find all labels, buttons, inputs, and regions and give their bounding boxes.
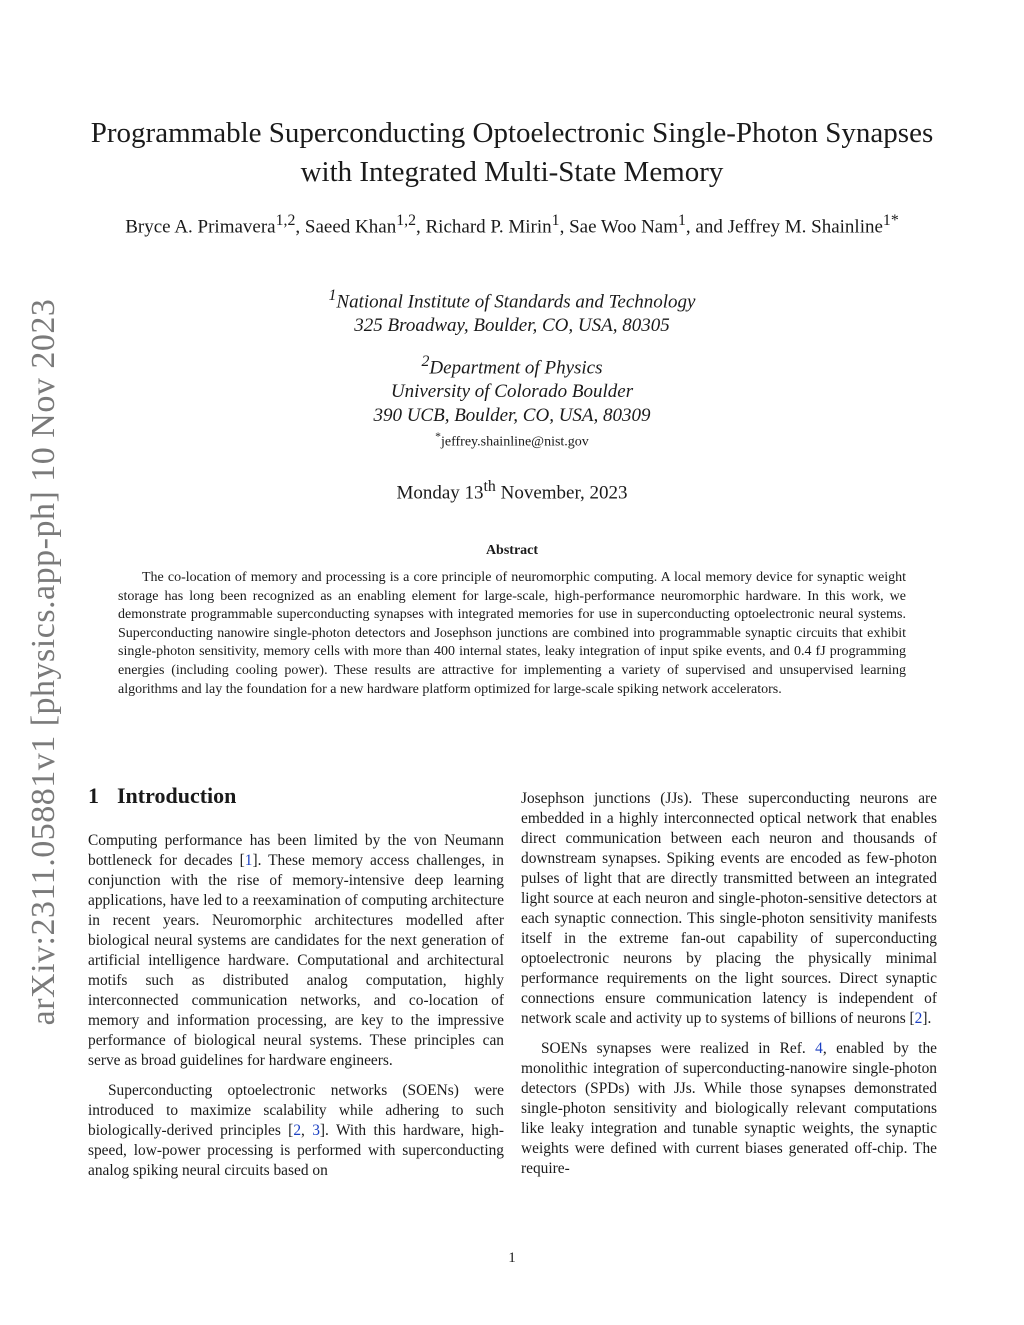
paper-title [80, 114, 944, 192]
abstract-text: The co-location of memory and processing is a core principle of neuromorphic computing. A local memory device for synaptic weight storage has long been recognized as an enabling element for large-scale, high-performance neuromorphic hardware. In this work, we demonstrate programmable superconducting synapses with integrated memories for use in superconducting optoelectronic neural systems. Superconducting nanowire single-photon detectors and Josephson junctions are combined into programmable synaptic circuits that exhibit single-photon sensitivity, memory cells with more than 400 internal states, leaky integration of input spike events, and 0.4 fJ programming energies (including cooling power). These results are attractive for implementing a variety of supervised and unsupervised learning algorithms and lay the foundation for a new hardware platform optimized for large-scale spiking network accelerators. [118, 570, 906, 697]
page-number: 1 [508, 1250, 516, 1266]
date-prefix: Monday 13 [396, 482, 484, 504]
body-text: Computing performance has been limited by the von Neumann bottleneck for decades [ [88, 832, 504, 869]
section-title: Introduction [117, 783, 237, 808]
section-heading [88, 783, 504, 809]
paper-date [300, 478, 724, 504]
affiliation-line: National Institute of Standards and Technology [336, 291, 696, 313]
body-paragraph [521, 1039, 937, 1179]
author-affil-sup: 1 [551, 212, 560, 229]
body-paragraph [521, 789, 937, 1029]
body-paragraph [88, 1081, 504, 1181]
author-name: Bryce A. Primavera [125, 216, 276, 238]
citation-link[interactable]: 2 [914, 1010, 923, 1027]
body-paragraph [88, 831, 504, 1071]
right-column [521, 789, 937, 1179]
citation-link[interactable]: 3 [312, 1122, 320, 1139]
author-affil-sup: 1,2 [396, 212, 416, 229]
left-column [88, 783, 504, 1181]
affiliation-sup: 2 [421, 353, 430, 370]
date-suffix: November, 2023 [495, 482, 628, 504]
author-name: , Sae Woo Nam [559, 216, 678, 238]
affiliation-line: Department of Physics [429, 357, 603, 379]
body-text: ]. These memory access challenges, in conjunction with the rise of memory-intensive deep learning applications, have led to a reexamination of computing architecture in recent years. Neuromorphic architectures modelled after biological neural systems are candidates for the next generation of artificial intelligence hardware. Computational and architectural motifs such as distributed analog computation, highly interconnected communication networks, and co-location of memory and information processing, are key to the impressive performance of biological neural systems. These principles can serve as broad guidelines for hardware engineers. [88, 852, 504, 1069]
paper-title-line-1: Programmable Superconducting Optoelectronic Single-Photon Synapses [90, 117, 934, 149]
citation-link[interactable]: 1 [244, 852, 253, 869]
affiliation-sup: 1 [328, 287, 337, 304]
affiliation-line: University of Colorado Boulder [390, 381, 634, 403]
author-affil-sup: 1* [882, 212, 899, 229]
body-text: Superconducting optoelectronic networks (SOENs) were introduced to maximize scalability while adhering to such biologically-derived principles [ [88, 1082, 504, 1139]
abstract-heading: Abstract [485, 543, 539, 558]
body-text: Josephson junctions (JJs). These superconducting neurons are embedded in a highly interconnected optical network that enables direct communication between each neuron and thousands of downstream synapses. Spiking events are encoded as few-photon pulses of light that are directly transmitted between an integrated light source at each neuron and single-photon-sensitive detectors at each synaptic connection. This single-photon sensitivity manifests itself in the extreme fan-out capability of superconducting optoelectronic neurons by placing the physically minimal performance requirements on the light sources. Direct synaptic connections ensure communication latency is independent of network scale and activity up to systems of billions of neurons [ [521, 790, 937, 1027]
corresponding-email [300, 430, 724, 451]
email-address: jeffrey.shainline@nist.gov [441, 434, 589, 450]
author-affil-sup: 1 [678, 212, 686, 229]
paper-title-line-2: with Integrated Multi-State Memory [300, 156, 724, 188]
reference-link[interactable]: 4 [815, 1040, 823, 1057]
citation-separator: , [301, 1122, 313, 1139]
author-name: , Richard P. Mirin [416, 216, 552, 238]
author-name: , and Jeffrey M. Shainline [685, 216, 883, 238]
body-text: SOENs synapses were realized in Ref. [541, 1040, 816, 1057]
arxiv-identifier-stamp: arXiv:2311.05881v1 [physics.app-ph] 10 Nov 2023 [25, 298, 62, 1026]
email-sup: * [435, 430, 441, 443]
citation-link[interactable]: 2 [293, 1122, 302, 1139]
body-text: ]. [922, 1010, 932, 1027]
affiliation-line: 325 Broadway, Boulder, CO, USA, 80305 [354, 315, 670, 337]
affiliation-1 [200, 284, 824, 338]
date-ordinal-sup: th [483, 478, 496, 495]
author-list [110, 208, 914, 239]
body-text: ]. With this hardware, high-speed, low-power processing is performed with superconducting analog spiking neural circuits based on [88, 1122, 504, 1179]
author-name: , Saeed Khan [295, 216, 397, 238]
body-text: , enabled by the monolithic integration of superconducting-nanowire single-photon detectors (SPDs) with JJs. While those synapses demonstrated single-photon sensitivity and biologically relevant computations like leaky integration and tunable synaptic weights, the synaptic weights were defined with current biases generated off-chip. The require- [521, 1040, 937, 1177]
section-number: 1 [88, 783, 99, 808]
affiliation-2 [200, 350, 824, 428]
affiliation-line: 390 UCB, Boulder, CO, USA, 80309 [373, 405, 651, 427]
author-affil-sup: 1,2 [275, 212, 296, 229]
